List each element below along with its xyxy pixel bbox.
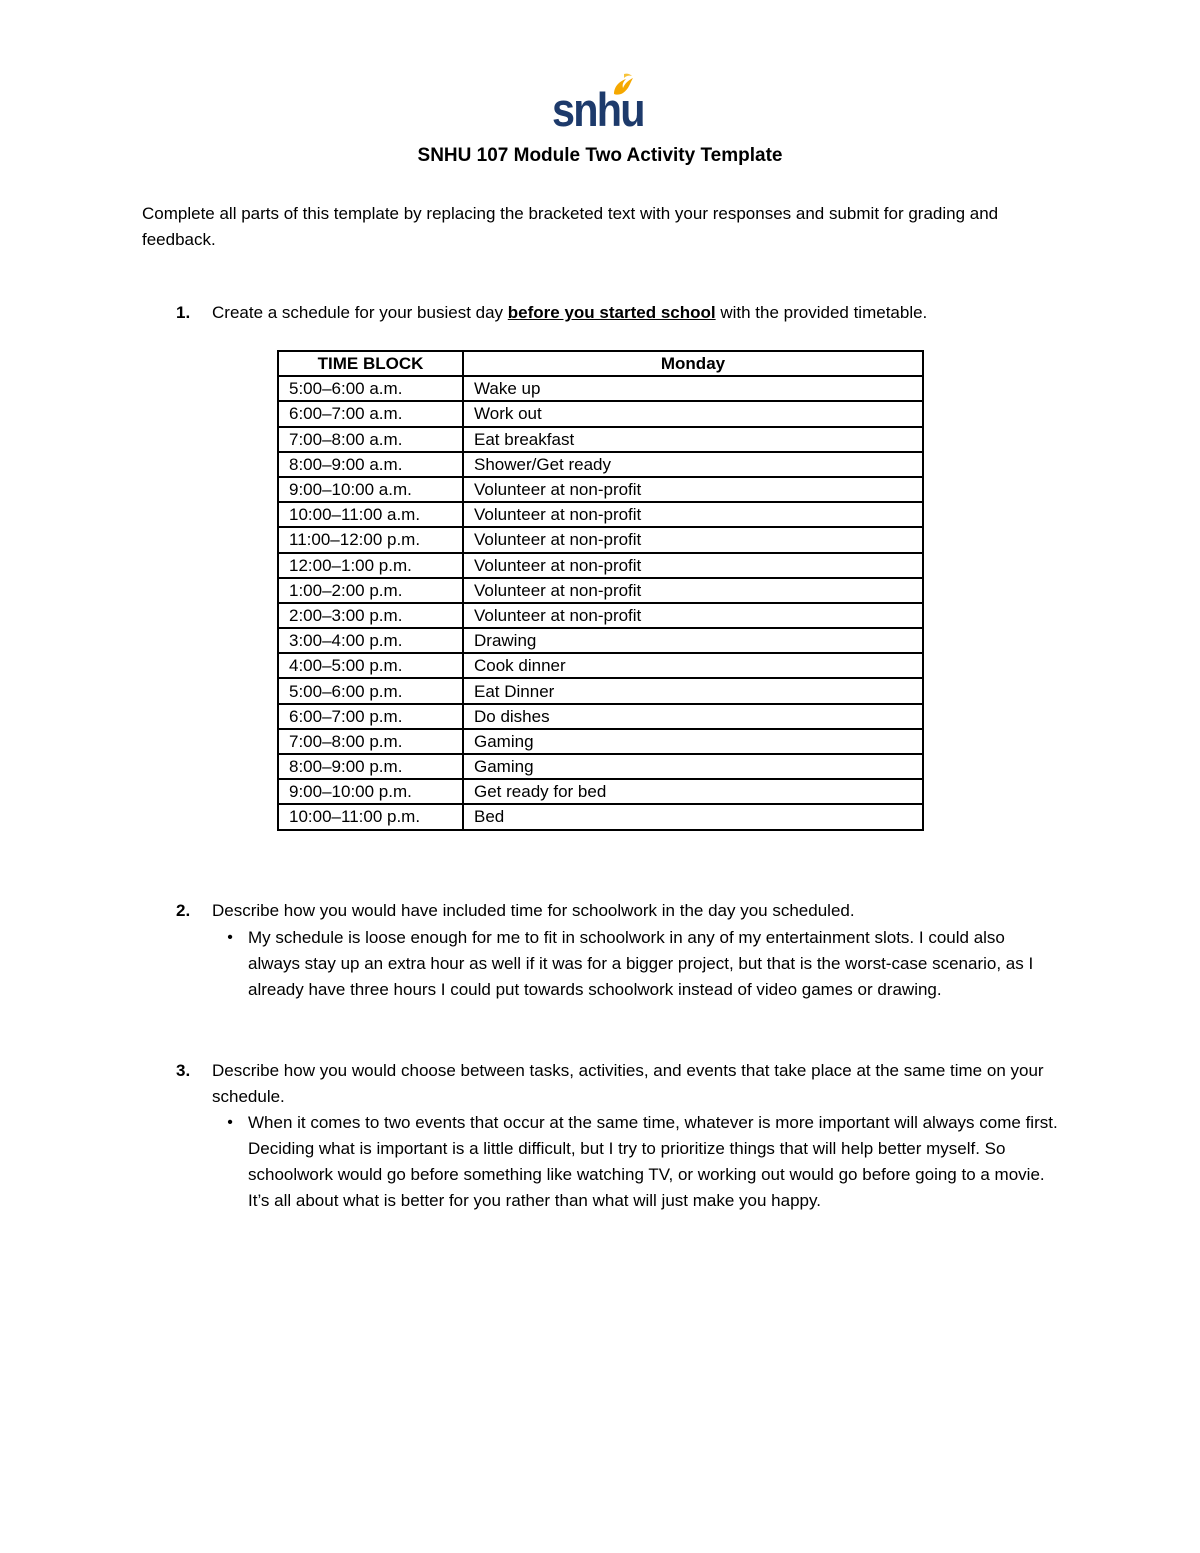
activity-cell: Volunteer at non-profit — [463, 477, 923, 502]
question-1-suffix: with the provided timetable. — [715, 303, 928, 322]
table-row — [278, 704, 923, 729]
table-row — [278, 678, 923, 703]
activity-cell: Eat Dinner — [463, 678, 923, 703]
time-block-cell: 5:00–6:00 p.m. — [278, 678, 463, 703]
activity-cell: Eat breakfast — [463, 427, 923, 452]
monday-header: Monday — [463, 351, 923, 376]
table-row — [278, 401, 923, 426]
time-block-cell: 10:00–11:00 a.m. — [278, 502, 463, 527]
time-block-cell: 8:00–9:00 a.m. — [278, 452, 463, 477]
activity-cell: Shower/Get ready — [463, 452, 923, 477]
bullet-icon: • — [227, 1114, 233, 1131]
table-row — [278, 427, 923, 452]
time-block-cell: 2:00–3:00 p.m. — [278, 603, 463, 628]
logo-wordmark: snhu — [552, 83, 644, 136]
activity-cell: Gaming — [463, 754, 923, 779]
time-block-cell: 10:00–11:00 p.m. — [278, 804, 463, 829]
activity-cell: Do dishes — [463, 704, 923, 729]
question-1-prefix: Create a schedule for your busiest day — [212, 303, 508, 322]
activity-cell: Cook dinner — [463, 653, 923, 678]
table-row — [278, 477, 923, 502]
time-block-cell: 7:00–8:00 a.m. — [278, 427, 463, 452]
time-block-cell: 4:00–5:00 p.m. — [278, 653, 463, 678]
question-3-answer-text: When it comes to two events that occur at the same time, whatever is more important will always come first. Deciding what is important is a little difficult, but I try to prioritize things that will help better myself. So schoolwork would go before something like watching TV, or working out would go before going to a movie. It’s all about what is better for you rather than what will just make you happy. — [248, 1113, 1058, 1210]
table-row — [278, 754, 923, 779]
time-block-cell: 3:00–4:00 p.m. — [278, 628, 463, 653]
time-block-cell: 9:00–10:00 a.m. — [278, 477, 463, 502]
table-row — [278, 779, 923, 804]
schedule-table — [277, 350, 924, 831]
activity-cell: Volunteer at non-profit — [463, 603, 923, 628]
time-block-cell: 1:00–2:00 p.m. — [278, 578, 463, 603]
table-row — [278, 376, 923, 401]
time-block-cell: 6:00–7:00 p.m. — [278, 704, 463, 729]
question-1-text — [212, 300, 1052, 326]
question-2 — [142, 898, 1052, 1038]
schedule-body — [278, 376, 923, 829]
time-block-cell: 7:00–8:00 p.m. — [278, 729, 463, 754]
table-row — [278, 628, 923, 653]
table-header-row — [278, 351, 923, 376]
table-row — [278, 527, 923, 552]
table-row — [278, 578, 923, 603]
question-3-text: Describe how you would choose between tasks, activities, and events that take place at the same time on your schedule. — [212, 1061, 1044, 1106]
page-title: SNHU 107 Module Two Activity Template — [417, 145, 783, 166]
activity-cell: Get ready for bed — [463, 779, 923, 804]
time-block-cell: 11:00–12:00 p.m. — [278, 527, 463, 552]
activity-cell: Wake up — [463, 376, 923, 401]
table-row — [278, 502, 923, 527]
activity-cell: Volunteer at non-profit — [463, 527, 923, 552]
time-block-cell: 12:00–1:00 p.m. — [278, 553, 463, 578]
snhu-logo — [552, 72, 648, 134]
bullet-icon: • — [227, 929, 233, 946]
question-3 — [142, 1058, 1058, 1248]
question-1-emphasis: before you started school — [507, 303, 716, 322]
activity-cell: Bed — [463, 804, 923, 829]
instructions-paragraph: Complete all parts of this template by replacing the bracketed text with your responses and submit for grading and feedback. — [142, 204, 999, 249]
activity-cell: Volunteer at non-profit — [463, 502, 923, 527]
activity-cell: Work out — [463, 401, 923, 426]
question-1 — [142, 300, 1052, 326]
table-row — [278, 452, 923, 477]
question-2-number: 2. — [176, 901, 191, 920]
time-block-header: TIME BLOCK — [278, 351, 463, 376]
table-row — [278, 729, 923, 754]
activity-cell: Gaming — [463, 729, 923, 754]
question-1-number: 1. — [176, 303, 191, 322]
table-row — [278, 653, 923, 678]
table-row — [278, 603, 923, 628]
table-row — [278, 804, 923, 829]
question-3-number: 3. — [176, 1061, 191, 1080]
activity-cell: Drawing — [463, 628, 923, 653]
table-row — [278, 553, 923, 578]
time-block-cell: 6:00–7:00 a.m. — [278, 401, 463, 426]
question-2-text: Describe how you would have included time for schoolwork in the day you scheduled. — [212, 901, 855, 920]
question-2-answer-text: My schedule is loose enough for me to fit in schoolwork in any of my entertainment slots. I could also always stay up an extra hour as well if it was for a bigger project, but that is the worst-case scenario, as I already have three hours I could put towards schoolwork instead of video games or drawing. — [248, 928, 1034, 999]
time-block-cell: 9:00–10:00 p.m. — [278, 779, 463, 804]
time-block-cell: 5:00–6:00 a.m. — [278, 376, 463, 401]
activity-cell: Volunteer at non-profit — [463, 553, 923, 578]
activity-cell: Volunteer at non-profit — [463, 578, 923, 603]
time-block-cell: 8:00–9:00 p.m. — [278, 754, 463, 779]
